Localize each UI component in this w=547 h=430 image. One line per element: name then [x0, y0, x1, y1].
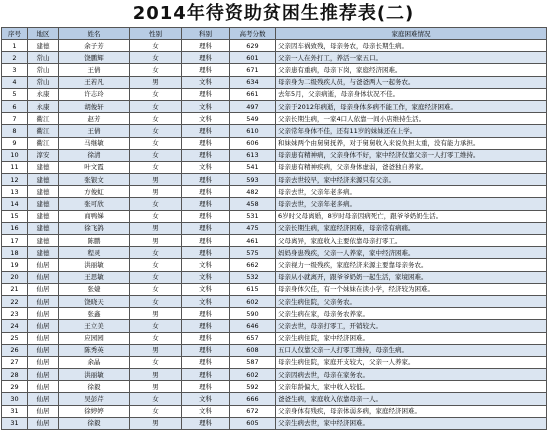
cell-name[interactable]: 吴彭芹	[59, 393, 130, 405]
cell-situation[interactable]: 父亲患有重病，母亲下岗，家庭经济困难。	[276, 64, 547, 76]
cell-subject[interactable]: 理科	[182, 137, 230, 149]
cell-subject[interactable]: 文科	[182, 405, 230, 417]
cell-name[interactable]: 王思敏	[59, 271, 130, 283]
cell-no[interactable]: 31	[2, 405, 28, 417]
cell-no[interactable]: 31	[2, 417, 28, 429]
cell-no[interactable]: 27	[2, 356, 28, 368]
cell-name[interactable]: 徐毅	[59, 417, 130, 429]
cell-subject[interactable]: 文科	[182, 393, 230, 405]
cell-name[interactable]: 程灵	[59, 247, 130, 259]
cell-name[interactable]: 王立美	[59, 320, 130, 332]
cell-gender[interactable]: 女	[130, 64, 182, 76]
cell-gender[interactable]: 女	[130, 161, 182, 173]
cell-situation[interactable]: 母亲去世，父亲年老多病。	[276, 186, 547, 198]
cell-subject[interactable]: 理科	[182, 344, 230, 356]
cell-no[interactable]: 9	[2, 137, 28, 149]
cell-gender[interactable]: 女	[130, 259, 182, 271]
cell-gender[interactable]: 男	[130, 174, 182, 186]
cell-no[interactable]: 30	[2, 393, 28, 405]
cell-name[interactable]: 徐毅	[59, 381, 130, 393]
cell-name[interactable]: 张银文	[59, 174, 130, 186]
cell-situation[interactable]: 父亲身体有残疾，母亲体弱多病，家庭经济困难。	[276, 405, 547, 417]
cell-score[interactable]: 532	[230, 271, 276, 283]
cell-subject[interactable]: 文科	[182, 76, 230, 88]
cell-score[interactable]: 657	[230, 332, 276, 344]
cell-region[interactable]: 常山	[28, 52, 59, 64]
cell-situation[interactable]: 母亲患有精神病，父亲身体不好，家中经济仅靠父亲一人打零工维持。	[276, 149, 547, 161]
table-row	[2, 222, 547, 234]
cell-score[interactable]: 646	[230, 320, 276, 332]
cell-no[interactable]: 5	[2, 88, 28, 100]
cell-no[interactable]: 8	[2, 125, 28, 137]
cell-score[interactable]: 608	[230, 344, 276, 356]
table-row	[2, 198, 547, 210]
cell-region[interactable]: 仙居	[28, 393, 59, 405]
sheet-title: 2014年待资助贫困生推荐表(二)	[132, 3, 415, 24]
cell-subject[interactable]: 理科	[182, 247, 230, 259]
col-header-situation[interactable]: 家庭困难情况	[276, 28, 547, 40]
cell-subject[interactable]: 理科	[182, 186, 230, 198]
cell-situation[interactable]: 母亲去世，父亲年老多病。	[276, 198, 547, 210]
cell-gender[interactable]: 男	[130, 76, 182, 88]
cell-score[interactable]: 482	[230, 186, 276, 198]
cell-gender[interactable]: 女	[130, 137, 182, 149]
cell-score[interactable]: 662	[230, 259, 276, 271]
table-row	[2, 235, 547, 247]
cell-region[interactable]: 仙居	[28, 332, 59, 344]
cell-no[interactable]: 28	[2, 369, 28, 381]
cell-gender[interactable]: 女	[130, 100, 182, 112]
cell-situation[interactable]: 父亲长期生病，一家4口人依靠一间小店维持生活。	[276, 113, 547, 125]
cell-region[interactable]: 建德	[28, 161, 59, 173]
table-row	[2, 259, 547, 271]
cell-region[interactable]: 仙居	[28, 259, 59, 271]
cell-no[interactable]: 15	[2, 210, 28, 222]
cell-name[interactable]: 商鸭娣	[59, 210, 130, 222]
cell-name[interactable]: 张婕	[59, 283, 130, 295]
cell-subject[interactable]: 理科	[182, 308, 230, 320]
cell-gender[interactable]: 女	[130, 149, 182, 161]
cell-score[interactable]: 602	[230, 295, 276, 307]
cell-situation[interactable]: 和妹妹两个由舅舅抚养，对于舅舅收入来说负担太重，没有能力承担。	[276, 137, 547, 149]
cell-region[interactable]: 仙居	[28, 308, 59, 320]
table-row	[2, 295, 547, 307]
cell-subject[interactable]: 理科	[182, 52, 230, 64]
table-row	[2, 186, 547, 198]
cell-region[interactable]: 仙居	[28, 320, 59, 332]
cell-region[interactable]: 仙居	[28, 295, 59, 307]
cell-situation[interactable]: 母亲身体欠佳，有一个妹妹在读小学，经济较为困难。	[276, 283, 547, 295]
cell-score[interactable]: 661	[230, 88, 276, 100]
cell-subject[interactable]: 理科	[182, 174, 230, 186]
table-row	[2, 100, 547, 112]
col-header-name[interactable]: 姓名	[59, 28, 130, 40]
table-row	[2, 161, 547, 173]
table-row	[2, 40, 547, 52]
col-header-region[interactable]: 地区	[28, 28, 59, 40]
cell-no[interactable]: 13	[2, 186, 28, 198]
cell-gender[interactable]: 男	[130, 235, 182, 247]
cell-score[interactable]: 549	[230, 113, 276, 125]
cell-subject[interactable]: 理科	[182, 332, 230, 344]
table-row	[2, 125, 547, 137]
cell-subject[interactable]: 理科	[182, 381, 230, 393]
cell-score[interactable]: 593	[230, 174, 276, 186]
cell-name[interactable]: 余晶	[59, 356, 130, 368]
table-row	[2, 369, 547, 381]
table-body	[2, 40, 547, 430]
cell-subject[interactable]: 理科	[182, 417, 230, 429]
cell-region[interactable]: 建德	[28, 40, 59, 52]
cell-score[interactable]: 605	[230, 417, 276, 429]
cell-subject[interactable]: 文科	[182, 271, 230, 283]
cell-subject[interactable]: 文科	[182, 259, 230, 271]
cell-gender[interactable]: 女	[130, 52, 182, 64]
cell-region[interactable]: 常山	[28, 76, 59, 88]
cell-name[interactable]: 张可欣	[59, 198, 130, 210]
cell-no[interactable]: 2	[2, 52, 28, 64]
cell-situation[interactable]: 父亲生病住院，父亲务农。	[276, 295, 547, 307]
cell-gender[interactable]: 男	[130, 369, 182, 381]
cell-no[interactable]: 18	[2, 247, 28, 259]
cell-region[interactable]: 仙居	[28, 271, 59, 283]
cell-no[interactable]: 24	[2, 320, 28, 332]
table-row	[2, 332, 547, 344]
table-row	[2, 344, 547, 356]
cell-gender[interactable]: 女	[130, 271, 182, 283]
cell-gender[interactable]: 男	[130, 222, 182, 234]
cell-name[interactable]: 徐清	[59, 149, 130, 161]
cell-no[interactable]: 17	[2, 235, 28, 247]
cell-situation[interactable]: 父亲长期生病，家庭经济困难，母亲常有病痛。	[276, 222, 547, 234]
cell-no[interactable]: 12	[2, 174, 28, 186]
cell-gender[interactable]: 女	[130, 40, 182, 52]
cell-situation[interactable]: 父亲视力一级残疾，家庭经济来源主要靠母亲务农。	[276, 259, 547, 271]
cell-region[interactable]: 仙居	[28, 405, 59, 417]
table-row	[2, 308, 547, 320]
col-header-gender[interactable]: 性别	[130, 28, 182, 40]
cell-situation[interactable]: 父亲因病去世，母亲在家务农。	[276, 369, 547, 381]
cell-no[interactable]: 6	[2, 100, 28, 112]
cell-region[interactable]: 建德	[28, 210, 59, 222]
cell-score[interactable]: 601	[230, 52, 276, 64]
cell-name[interactable]: 徐婷婷	[59, 405, 130, 417]
cell-region[interactable]: 仙居	[28, 344, 59, 356]
table-row	[2, 52, 547, 64]
cell-no[interactable]: 20	[2, 271, 28, 283]
cell-name[interactable]: 饶晓天	[59, 295, 130, 307]
cell-region[interactable]: 仙居	[28, 283, 59, 295]
table-row	[2, 405, 547, 417]
cell-name[interactable]: 洪丽敏	[59, 369, 130, 381]
cell-gender[interactable]: 女	[130, 283, 182, 295]
cell-no[interactable]: 11	[2, 161, 28, 173]
cell-region[interactable]: 衢江	[28, 113, 59, 125]
cell-name[interactable]: 饶鹏辉	[59, 52, 130, 64]
cell-gender[interactable]: 男	[130, 381, 182, 393]
cell-score[interactable]: 672	[230, 405, 276, 417]
cell-no[interactable]: 14	[2, 198, 28, 210]
cell-situation[interactable]: 妈妈身患残疾，父亲一人养家，家中经济困难。	[276, 247, 547, 259]
cell-score[interactable]: 575	[230, 247, 276, 259]
cell-situation[interactable]: 父亲年龄偏大，家中收入较低。	[276, 381, 547, 393]
cell-no[interactable]: 3	[2, 64, 28, 76]
cell-region[interactable]: 常山	[28, 64, 59, 76]
cell-name[interactable]: 赵芳	[59, 113, 130, 125]
table-row	[2, 210, 547, 222]
cell-score[interactable]: 592	[230, 381, 276, 393]
cell-name[interactable]: 应园园	[59, 332, 130, 344]
cell-region[interactable]: 建德	[28, 247, 59, 259]
cell-score[interactable]: 634	[230, 76, 276, 88]
cell-score[interactable]: 497	[230, 100, 276, 112]
cell-name[interactable]: 洪丽敏	[59, 259, 130, 271]
cell-region[interactable]: 建德	[28, 235, 59, 247]
cell-name[interactable]: 叶文霞	[59, 161, 130, 173]
cell-name[interactable]: 余子芳	[59, 40, 130, 52]
cell-score[interactable]: 610	[230, 125, 276, 137]
cell-subject[interactable]: 文科	[182, 113, 230, 125]
cell-gender[interactable]: 女	[130, 210, 182, 222]
table-row	[2, 137, 547, 149]
cell-situation[interactable]: 母亲生病住院，家庭开支较大，父亲一人养家。	[276, 356, 547, 368]
cell-subject[interactable]: 理科	[182, 235, 230, 247]
cell-no[interactable]: 16	[2, 222, 28, 234]
cell-subject[interactable]: 理科	[182, 149, 230, 161]
cell-situation[interactable]: 母亲患有精神疾病，父亲身体虚弱，爸爸独自养家。	[276, 161, 547, 173]
cell-region[interactable]: 永康	[28, 100, 59, 112]
table-row	[2, 88, 547, 100]
cell-name[interactable]: 胡俊轩	[59, 100, 130, 112]
cell-gender[interactable]: 女	[130, 356, 182, 368]
cell-gender[interactable]: 女	[130, 88, 182, 100]
student-table	[1, 27, 547, 430]
table-row	[2, 149, 547, 161]
cell-score[interactable]: 629	[230, 40, 276, 52]
cell-subject[interactable]: 理科	[182, 40, 230, 52]
cell-region[interactable]: 建德	[28, 222, 59, 234]
cell-situation[interactable]: 父亲因车祸致残，母亲务农，母亲长期生病。	[276, 40, 547, 52]
col-header-subject[interactable]: 科别	[182, 28, 230, 40]
cell-situation[interactable]: 父亲去世，母亲打零工，开销较大。	[276, 320, 547, 332]
table-row	[2, 247, 547, 259]
cell-score[interactable]: 461	[230, 235, 276, 247]
table-row	[2, 417, 547, 429]
cell-situation[interactable]: 母亲去世较早，家中经济来源只有父亲。	[276, 174, 547, 186]
cell-subject[interactable]: 文科	[182, 295, 230, 307]
cell-gender[interactable]: 女	[130, 247, 182, 259]
cell-subject[interactable]: 文科	[182, 100, 230, 112]
table-row	[2, 320, 547, 332]
cell-subject[interactable]: 理科	[182, 222, 230, 234]
cell-gender[interactable]: 女	[130, 198, 182, 210]
cell-name[interactable]: 王倩	[59, 125, 130, 137]
cell-score[interactable]: 541	[230, 161, 276, 173]
cell-name[interactable]: 陈鹏	[59, 235, 130, 247]
cell-gender[interactable]: 女	[130, 320, 182, 332]
cell-situation[interactable]: 爸爸生病，家庭收入依靠母亲一人。	[276, 393, 547, 405]
cell-gender[interactable]: 女	[130, 125, 182, 137]
cell-no[interactable]: 25	[2, 332, 28, 344]
cell-situation[interactable]: 母亲从小就离开，跟爷爷奶奶一起生活，家境困难。	[276, 271, 547, 283]
cell-subject[interactable]: 理科	[182, 210, 230, 222]
cell-no[interactable]: 1	[2, 40, 28, 52]
cell-situation[interactable]: 母亲身为二级残疾人员，与爸爸两人一起务农。	[276, 76, 547, 88]
cell-no[interactable]: 4	[2, 76, 28, 88]
cell-region[interactable]: 仙居	[28, 369, 59, 381]
cell-no[interactable]: 10	[2, 149, 28, 161]
cell-situation[interactable]: 父亲生病住院，家中经济困难。	[276, 332, 547, 344]
table-row	[2, 174, 547, 186]
cell-gender[interactable]: 女	[130, 405, 182, 417]
cell-name[interactable]: 张鑫	[59, 308, 130, 320]
cell-region[interactable]: 衢江	[28, 137, 59, 149]
cell-situation[interactable]: 父亲常年身体不佳，还有11岁的妹妹还在上学。	[276, 125, 547, 137]
cell-no[interactable]: 21	[2, 283, 28, 295]
cell-region[interactable]: 仙居	[28, 417, 59, 429]
cell-subject[interactable]: 理科	[182, 198, 230, 210]
cell-region[interactable]: 建德	[28, 174, 59, 186]
cell-gender[interactable]: 女	[130, 295, 182, 307]
cell-region[interactable]: 衢江	[28, 125, 59, 137]
cell-subject[interactable]: 理科	[182, 125, 230, 137]
cell-no[interactable]: 22	[2, 295, 28, 307]
cell-situation[interactable]: 五口人仅靠父亲一人打零工维持，母亲生病。	[276, 344, 547, 356]
cell-region[interactable]: 淳安	[28, 149, 59, 161]
header-row	[2, 28, 547, 40]
cell-score[interactable]: 671	[230, 64, 276, 76]
cell-situation[interactable]: 父亲生病去世，家中经济困难。	[276, 417, 547, 429]
table-row	[2, 283, 547, 295]
cell-subject[interactable]: 理科	[182, 88, 230, 100]
cell-gender[interactable]: 男	[130, 308, 182, 320]
cell-situation[interactable]: 去年5月，父亲病逝，母亲身体状况不佳。	[276, 88, 547, 100]
cell-score[interactable]: 531	[230, 210, 276, 222]
cell-score[interactable]: 613	[230, 149, 276, 161]
cell-region[interactable]: 建德	[28, 198, 59, 210]
cell-subject[interactable]: 文科	[182, 161, 230, 173]
table-row	[2, 271, 547, 283]
cell-region[interactable]: 建德	[28, 186, 59, 198]
cell-name[interactable]: 马继敏	[59, 137, 130, 149]
cell-name[interactable]: 许志玲	[59, 88, 130, 100]
cell-no[interactable]: 23	[2, 308, 28, 320]
cell-region[interactable]: 仙居	[28, 381, 59, 393]
cell-score[interactable]: 475	[230, 222, 276, 234]
table-row	[2, 113, 547, 125]
cell-situation[interactable]: 父亲于2012年病逝，母亲身体多病不能工作，家庭经济困难。	[276, 100, 547, 112]
cell-subject[interactable]: 理科	[182, 369, 230, 381]
cell-gender[interactable]: 男	[130, 186, 182, 198]
cell-no[interactable]: 19	[2, 259, 28, 271]
cell-no[interactable]: 29	[2, 381, 28, 393]
cell-name[interactable]: 陈秀英	[59, 344, 130, 356]
table-row	[2, 76, 547, 88]
cell-situation[interactable]: 父母离异，家庭收入主要依靠母亲打零工。	[276, 235, 547, 247]
cell-score[interactable]: 458	[230, 198, 276, 210]
cell-no[interactable]: 26	[2, 344, 28, 356]
cell-gender[interactable]: 女	[130, 332, 182, 344]
cell-score[interactable]: 615	[230, 283, 276, 295]
cell-score[interactable]: 590	[230, 308, 276, 320]
table-row	[2, 393, 547, 405]
cell-situation[interactable]: 父亲生病在家，母亲务农养家。	[276, 308, 547, 320]
cell-region[interactable]: 仙居	[28, 356, 59, 368]
table-row	[2, 381, 547, 393]
cell-gender[interactable]: 男	[130, 417, 182, 429]
table-row	[2, 356, 547, 368]
cell-no[interactable]: 7	[2, 113, 28, 125]
col-header-score[interactable]: 高考分数	[230, 28, 276, 40]
cell-gender[interactable]: 女	[130, 393, 182, 405]
cell-region[interactable]: 永康	[28, 88, 59, 100]
cell-score[interactable]: 606	[230, 137, 276, 149]
table-row	[2, 64, 547, 76]
cell-situation[interactable]: 6岁时父母离婚，8岁时母亲因病死亡，跟爷爷奶奶生活。	[276, 210, 547, 222]
cell-subject[interactable]: 理科	[182, 320, 230, 332]
cell-score[interactable]: 587	[230, 356, 276, 368]
cell-gender[interactable]: 男	[130, 344, 182, 356]
cell-name[interactable]: 方俊虹	[59, 186, 130, 198]
cell-score[interactable]: 666	[230, 393, 276, 405]
cell-score[interactable]: 602	[230, 369, 276, 381]
cell-name[interactable]: 徐飞鸽	[59, 222, 130, 234]
cell-situation[interactable]: 父亲一人在外打工，养活一家五口。	[276, 52, 547, 64]
cell-subject[interactable]: 理科	[182, 356, 230, 368]
cell-name[interactable]: 王若凡	[59, 76, 130, 88]
cell-subject[interactable]: 理科	[182, 64, 230, 76]
cell-gender[interactable]: 女	[130, 113, 182, 125]
cell-subject[interactable]: 文科	[182, 283, 230, 295]
cell-name[interactable]: 王倩	[59, 64, 130, 76]
col-header-no[interactable]: 序号	[2, 28, 28, 40]
